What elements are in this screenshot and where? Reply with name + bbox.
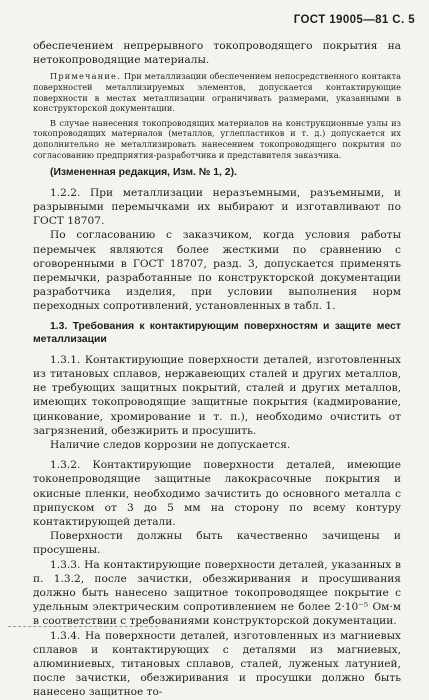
edit-note: (Измененная редакция, Изм. № 1, 2). [50, 167, 237, 179]
bottom-scan-rule [8, 626, 158, 628]
small-paragraph: В случае нанесения токопроводящих материалов на конструкционные узлы из токопроводящих материалов (металлов, углепластиков и т. д.) допускается их дополнительно не металлизировать нанесением токопроводящего покрытия по согласованию предприятия-разработчика и представителя заказчика. [33, 117, 401, 160]
section-1-3-2: 1.3.2. Контактирующие поверхности деталей, имеющие токонепроводящие защитные лакокрасочные покрытия и окисные пленки, необходимо зачистить до основного металла с припуском от 3 до 5 мм на сторону по всему контуру контактирующей детали. [33, 459, 401, 528]
section-1-3-4: 1.3.4. На поверхности деталей, изготовленных из магниевых сплавов и контактирующих с деталями из магниевых, алюминиевых, титановых сплавов, сталей, луженых латунией, после зачистки, обезжиривания и просушки должно быть нанесено защитное то- [33, 629, 401, 699]
section-1-3-3: 1.3.3. На контактирующие поверхности деталей, указанных в п. 1.3.2, после зачистки, обезжиривания и просушивания должно быть нанесено защитное токопроводящее покрытие с удельным электрическим сопротивлением не более 2·10⁻⁵ Ом·м в соответствии с требованиями конструкторской документации. [33, 558, 401, 628]
note-text: При металлизации обеспечением непосредственного контакта поверхностей металлизируемых элементов, допускается контактирующие поверхности в местах металлизации ограничивать размерами, указанными в конструкторской документации. [33, 71, 401, 114]
intro-paragraph: обеспечением непрерывного токопроводящего покрытия на нетокопроводящие материалы. [33, 40, 401, 67]
section-1-2-2: 1.2.2. При металлизации неразъемными, разъемными, и разрывными перемычками их выбирают и изготавливают по ГОСТ 18707. [33, 186, 401, 228]
page-header: ГОСТ 19005—81 С. 5 [293, 14, 415, 26]
corrosion-paragraph: Наличие следов коррозии не допускается. [50, 438, 291, 451]
cleaning-paragraph: Поверхности должны быть качественно зачищены и просушены. [33, 530, 401, 557]
note-label: Примечание. [50, 71, 121, 82]
section-1-3-1: 1.3.1. Контактирующие поверхности деталей, изготовленных из титановых сплавов, нержавеющих сталей и других металлов, не требующих защитных покрытий, сталей и других металлов, имеющих токопроводящие защитные покрытия (кадмирование, цинкование, хромирование и т. п.), необходимо очистить от загрязнений, обезжирить и просушить. [33, 353, 401, 437]
agreement-paragraph: По согласованию с заказчиком, когда условия работы перемычек являются более жесткими по сравнению с оговоренными в ГОСТ 18707, разд. 3, допускается применять перемычки, разработанные по конструкторской документации разработчика изделия, при условии выполнения норм переходных сопротивлений, установленных в табл. 1. [33, 229, 401, 313]
section-heading-1-3: 1.3. Требования к контактирующим поверхностям и защите мест металлизации [33, 320, 401, 346]
note-paragraph [33, 71, 401, 113]
page-content [33, 39, 401, 700]
